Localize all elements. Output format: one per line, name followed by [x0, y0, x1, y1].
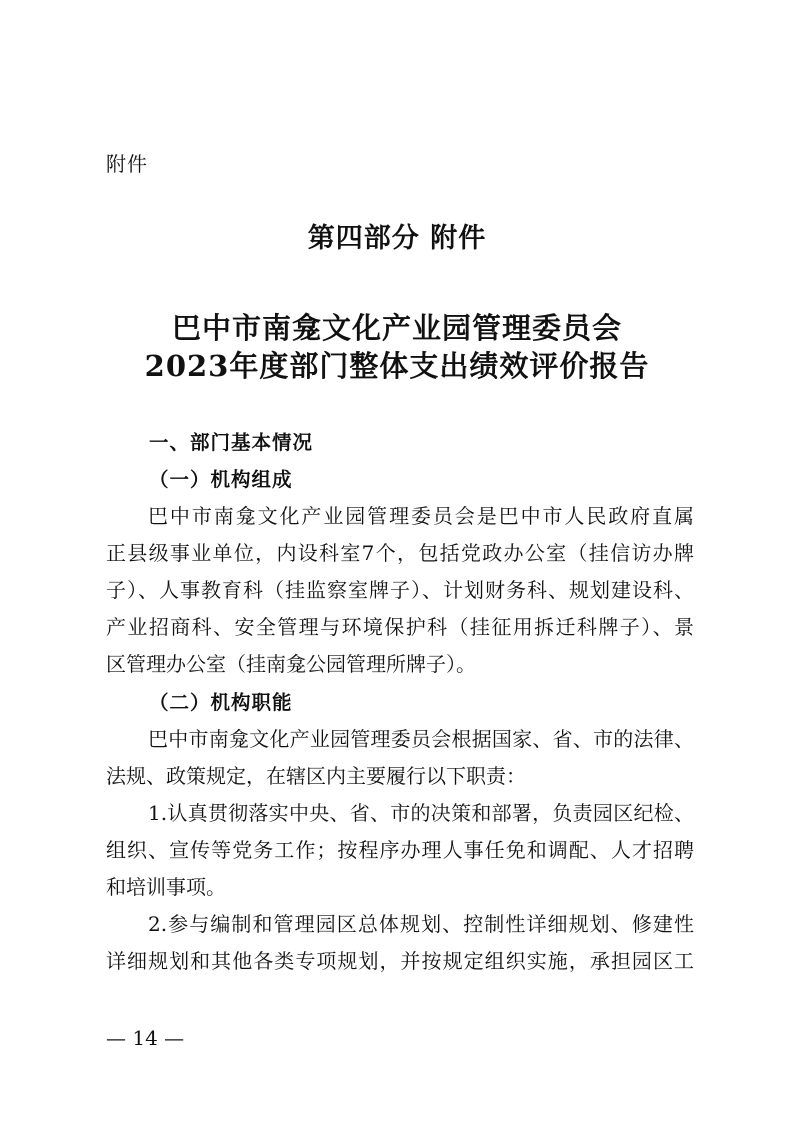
- page-number: — 14 —: [106, 1026, 185, 1050]
- org-paragraph-line: 区管理办公室（挂南龛公园管理所牌子）。: [106, 652, 476, 676]
- func-paragraph-line: 2.参与编制和管理园区总体规划、控制性详细规划、修建性: [148, 912, 694, 936]
- subsection-heading-function: （二）机构职能: [149, 691, 293, 714]
- section-heading-basic-info: 一、部门基本情况: [149, 431, 314, 454]
- func-paragraph-line: 巴中市南龛文化产业园管理委员会根据国家、省、市的法律、: [148, 727, 694, 751]
- org-paragraph-line: 巴中市南龛文化产业园管理委员会是巴中市人民政府直属: [148, 504, 694, 528]
- report-title-line1: 巴中市南龛文化产业园管理委员会: [171, 311, 622, 345]
- func-paragraph-line: 详细规划和其他各类专项规划，并按规定组织实施，承担园区工: [106, 949, 694, 973]
- report-title-line2: 2023年度部门整体支出绩效评价报告: [144, 349, 650, 383]
- func-paragraph-line: 1.认真贯彻落实中央、省、市的决策和部署，负责园区纪检、: [148, 801, 694, 825]
- subsection-heading-org: （一）机构组成: [149, 468, 293, 491]
- org-paragraph-line: 正县级事业单位，内设科室7个，包括党政办公室（挂信访办牌: [106, 541, 694, 565]
- org-paragraph-line: 产业招商科、安全管理与环境保护科（挂征用拆迁科牌子）、景: [106, 615, 694, 639]
- attachment-label: 附件: [106, 152, 148, 176]
- func-paragraph-line: 法规、政策规定，在辖区内主要履行以下职责：: [106, 764, 526, 788]
- func-paragraph-line: 和培训事项。: [106, 875, 226, 899]
- org-paragraph-line: 子）、人事教育科（挂监察室牌子）、计划财务科、规划建设科、: [106, 578, 694, 602]
- func-paragraph-line: 组织、宣传等党务工作；按程序办理人事任免和调配、人才招聘: [106, 838, 694, 862]
- part-title: 第四部分 附件: [307, 223, 487, 254]
